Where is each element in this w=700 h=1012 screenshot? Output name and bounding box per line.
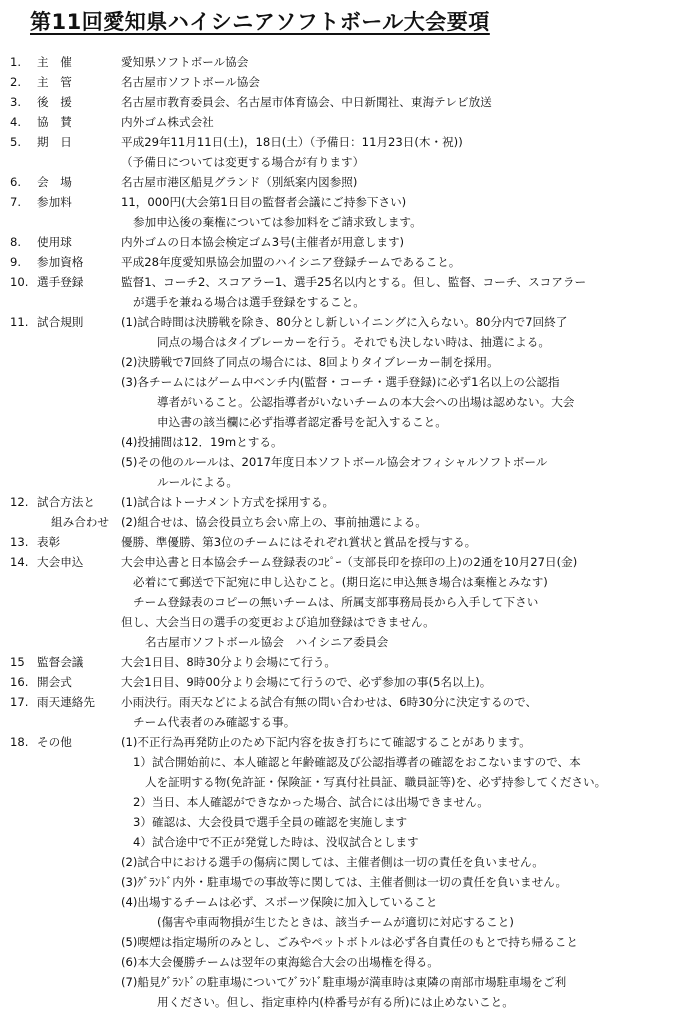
list-item: [0, 552, 700, 652]
item-number: 10.: [10, 275, 29, 289]
item-label: 参加料: [37, 195, 72, 209]
list-item: [0, 652, 700, 672]
content-line: 名古屋市港区船見グランド（別紙案内図参照): [121, 175, 358, 189]
content-line: 3）確認は、大会役員で選手全員の確認を実施します: [133, 815, 408, 829]
content-line: 必着にて郵送で下記宛に申し込むこと。(期日迄に申込無き場合は棄権とみなす): [133, 575, 548, 589]
list-item: [0, 172, 700, 192]
item-label: その他: [37, 735, 72, 749]
content-line: 大会1日目、9時00分より会場にて行うので、必ず参加の事(5名以上)。: [121, 675, 492, 689]
item-label: 主 管: [37, 75, 72, 89]
content-line: (5)その他のルールは、2017年度日本ソフトボール協会オフィシャルソフトボール: [121, 455, 548, 469]
content-line: 但し、大会当日の選手の変更および追加登録はできません。: [121, 615, 435, 629]
item-number: 6.: [10, 175, 22, 189]
content-line: 申込書の該当欄に必ず指導者認定番号を記入すること。: [157, 415, 447, 429]
content-line: 優勝、準優勝、第3位のチームにはそれぞれ賞状と賞品を授与する。: [121, 535, 477, 549]
item-label: 試合規則: [37, 315, 84, 329]
item-label: 使用球: [37, 235, 72, 249]
content-line: (7)船見ｸﾞﾗﾝﾄﾞの駐車場についてｸﾞﾗﾝﾄﾞ駐車場が満車時は東隣の南部市場駐車場をご利: [121, 975, 567, 989]
list-item: [0, 532, 700, 552]
content-line: 4）試合途中で不正が発覚した時は、没収試合とします: [133, 835, 419, 849]
item-content: [121, 252, 696, 272]
content-line: 名古屋市ソフトボール協会: [121, 75, 260, 89]
list-item: [0, 52, 700, 72]
content-line: (2)試合中における選手の傷病に関しては、主催者側は一切の責任を負いません。: [121, 855, 544, 869]
item-content: [121, 72, 696, 92]
item-content: [121, 172, 696, 192]
guidelines-list: [0, 52, 700, 1012]
content-line: 同点の場合はタイブレーカーを行う。それでも決しない時は、抽選による。: [157, 335, 550, 349]
item-number: 5.: [10, 135, 22, 149]
content-line: 監督1、コーチ2、スコアラー1、選手25名以内とする。但し、監督、コーチ、スコアラー: [121, 275, 587, 289]
item-label: 雨天連絡先: [37, 695, 95, 709]
item-number: 8.: [10, 235, 22, 249]
content-line: 大会1日目、8時30分より会場にて行う。: [121, 655, 337, 669]
item-number: 15: [10, 655, 25, 669]
item-content: [121, 652, 696, 672]
list-item: [0, 692, 700, 732]
item-content: [121, 312, 696, 492]
content-line: 導者がいること。公認指導者がいないチームの本大会への出場は認めない。大会: [157, 395, 575, 409]
content-line: (1)試合はトーナメント方式を採用する。: [121, 495, 335, 509]
item-content: [121, 272, 696, 312]
content-line: (1)不正行為再発防止のため下記内容を抜き打ちにて確認することがあります。: [121, 735, 531, 749]
item-content: [121, 192, 696, 232]
content-line: 用ください。但し、指定車枠内(枠番号が有る所)には止めないこと。: [157, 995, 514, 1009]
content-line: (2)決勝戦で7回終了同点の場合には、8回よりタイブレーカー制を採用。: [121, 355, 499, 369]
item-label: 協 賛: [37, 115, 72, 129]
content-line: 小雨決行。雨天などによる試合有無の問い合わせは、6時30分に決定するので、: [121, 695, 538, 709]
content-line: （予備日については変更する場合が有ります）: [121, 155, 365, 169]
content-line: (傷害や車両物損が生じたときは、該当チームが適切に対応すること): [157, 915, 514, 929]
list-item: [0, 72, 700, 92]
item-label: 大会申込: [37, 555, 84, 569]
item-number: 3.: [10, 95, 22, 109]
content-line: 1）試合開始前に、本人確認と年齢確認及び公認指導者の確認をおこないますので、本: [133, 755, 581, 769]
item-content: [121, 692, 696, 732]
content-line: 内外ゴム株式会社: [121, 115, 214, 129]
content-line: チーム登録表のコピーの無いチームは、所属支部事務局長から入手して下さい: [133, 595, 539, 609]
list-item: [0, 272, 700, 312]
list-item: [0, 132, 700, 172]
item-label-second-line: 組み合わせ: [51, 515, 109, 529]
item-content: [121, 132, 696, 172]
item-label: 監督会議: [37, 655, 84, 669]
content-line: 人を証明する物(免許証・保険証・写真付社員証、職員証等)を、必ず持参してください。: [145, 775, 607, 789]
content-line: 平成29年11月11日(土)，18日(土）（予備日：11月23日(木・祝)): [121, 135, 463, 149]
item-number: 14.: [10, 555, 29, 569]
item-number: 17.: [10, 695, 29, 709]
content-line: 名古屋市ソフトボール協会 ハイシニア委員会: [145, 635, 389, 649]
item-content: [121, 552, 696, 652]
content-line: 平成28年度愛知県協会加盟のハイシニア登録チームであること。: [121, 255, 461, 269]
list-item: [0, 672, 700, 692]
content-line: (1)試合時間は決勝戦を除き、80分とし新しいイニングに入らない。80分内で7回終了: [121, 315, 568, 329]
content-line: (6)本大会優勝チームは翌年の東海総合大会の出場権を得る。: [121, 955, 439, 969]
item-content: [121, 532, 696, 552]
item-label: 参加資格: [37, 255, 84, 269]
item-content: [121, 232, 696, 252]
item-label: 主 催: [37, 55, 72, 69]
content-line: (3)ｸﾞﾗﾝﾄﾞ内外・駐車場での事故等に関しては、主催者側は一切の責任を負いません。: [121, 875, 568, 889]
list-item: [0, 312, 700, 492]
content-line: チーム代表者のみ確認する事。: [133, 715, 296, 729]
item-label: 会 場: [37, 175, 72, 189]
content-line: 内外ゴムの日本協会検定ゴム3号(主催者が用意します): [121, 235, 405, 249]
document-title: 第11回愛知県ハイシニアソフトボール大会要項: [30, 10, 490, 34]
list-item: [0, 732, 700, 1012]
content-line: が選手を兼ねる場合は選手登録をすること。: [133, 295, 365, 309]
content-line: 愛知県ソフトボール協会: [121, 55, 249, 69]
content-line: (5)喫煙は指定場所のみとし、ごみやペットボトルは必ず各自責任のもとで持ち帰ること: [121, 935, 578, 949]
item-label: 後 援: [37, 95, 72, 109]
item-content: [121, 112, 696, 132]
content-line: 大会申込書と日本協会チーム登録表のｺﾋﾟｰ（支部長印を捺印の上)の2通を10月27日(金): [121, 555, 578, 569]
item-content: [121, 732, 696, 1012]
content-line: (4)出場するチームは必ず、スポーツ保険に加入していること: [121, 895, 438, 909]
item-number: 4.: [10, 115, 22, 129]
item-content: [121, 92, 696, 112]
content-line: 11，000円(大会第1日目の監督者会議にご持参下さい): [121, 195, 407, 209]
list-item: [0, 92, 700, 112]
item-label: 選手登録: [37, 275, 84, 289]
list-item: [0, 112, 700, 132]
content-line: 参加申込後の棄権については参加料をご請求致します。: [133, 215, 422, 229]
item-number: 16.: [10, 675, 29, 689]
item-content: [121, 492, 696, 532]
list-item: [0, 492, 700, 532]
item-number: 12.: [10, 495, 29, 509]
item-number: 9.: [10, 255, 22, 269]
item-number: 11.: [10, 315, 29, 329]
content-line: 2）当日、本人確認ができなかった場合、試合には出場できません。: [133, 795, 489, 809]
list-item: [0, 232, 700, 252]
item-label: 期 日: [37, 135, 72, 149]
item-label: 試合方法と: [37, 495, 95, 509]
list-item: [0, 192, 700, 232]
item-number: 13.: [10, 535, 29, 549]
content-line: (2)組合せは、協会役員立ち会い席上の、事前抽選による。: [121, 515, 427, 529]
item-number: 1.: [10, 55, 22, 69]
content-line: ルールによる。: [157, 475, 238, 489]
content-line: 名古屋市教育委員会、名古屋市体育協会、中日新聞社、東海テレビ放送: [121, 95, 492, 109]
item-content: [121, 52, 696, 72]
item-content: [121, 672, 696, 692]
content-line: (3)各チームにはゲーム中ベンチ内(監督・コーチ・選手登録)に必ず1名以上の公認指: [121, 375, 560, 389]
item-label: 表彰: [37, 535, 61, 549]
item-label: 開会式: [37, 675, 72, 689]
item-number: 7.: [10, 195, 22, 209]
item-number: 2.: [10, 75, 22, 89]
content-line: (4)投捕間は12．19mとする。: [121, 435, 283, 449]
item-number: 18.: [10, 735, 29, 749]
list-item: [0, 252, 700, 272]
